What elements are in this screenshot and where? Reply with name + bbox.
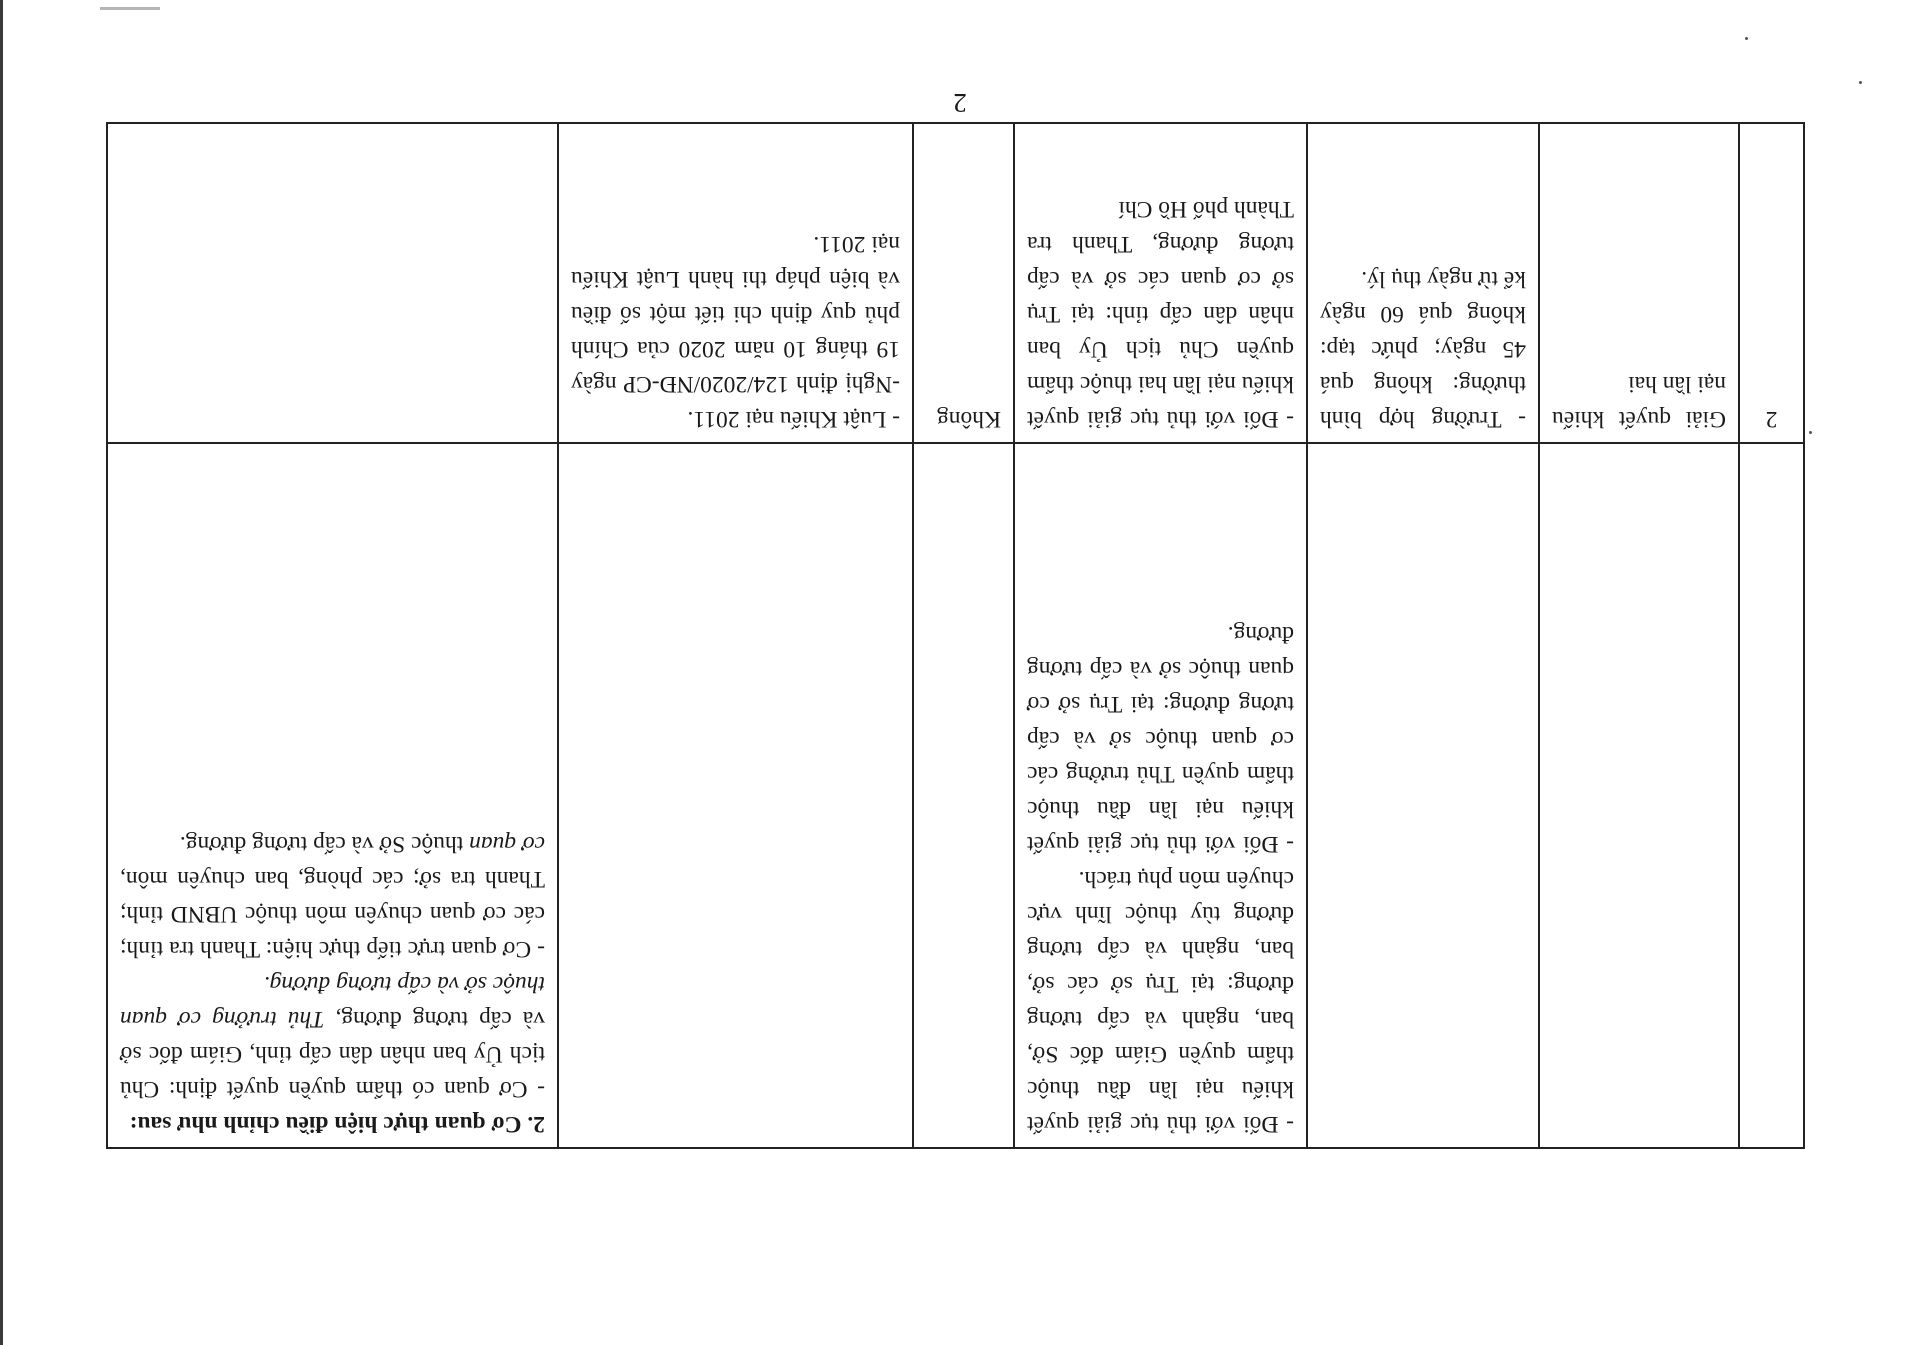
stt-cell: 2 (1739, 123, 1804, 443)
agency-italic-text: Thủ trưởng cơ quan thuộc sở và cấp tương đương. (120, 971, 545, 1032)
page-number: 2 (953, 88, 967, 118)
legal-basis-cell (558, 443, 913, 1148)
scan-speck (1859, 81, 1862, 84)
agency-paragraph (120, 826, 545, 966)
fee-cell: Không (913, 123, 1014, 443)
location-cell: - Đối với thủ tục giải quyết khiếu nại lần đầu thuộc thẩm quyền Giám đốc Sở, ban, ngành và cấp tương đương: tại Trụ sở các sở, ban, ngành và cấp tương đương tùy thuộc lĩnh vực chuyên môn phụ trách. - Đối với thủ tục giải quyết khiếu nại lần đầu thuộc thẩm quyền Thủ trưởng các cơ quan thuộc sở và cấp tương đương: tại Trụ sở cơ quan thuộc sở và cấp tương đương. (1014, 443, 1307, 1148)
implementing-agency-cell (107, 443, 558, 1148)
scan-mark (100, 7, 160, 10)
table-row (107, 443, 1804, 1148)
procedure-cell (1539, 443, 1739, 1148)
stt-cell (1739, 443, 1804, 1148)
procedure-table (106, 122, 1805, 1149)
legal-basis-cell: - Luật Khiếu nại 2011. -Nghị định 124/2020/NĐ-CP ngày 19 tháng 10 năm 2020 của Chính phủ quy định chi tiết một số điều và biện pháp thi hành Luật Khiếu nại 2011. (558, 123, 913, 443)
scan-edge-line (0, 0, 3, 1345)
scan-speck (1745, 37, 1748, 40)
agency-text: - Cơ quan có thẩm quyền quyết định: Chủ tịch Ủy ban nhân dân cấp tỉnh, Giám đốc sở và cấp tương đương, (120, 1006, 545, 1102)
table-row (107, 123, 1804, 443)
agency-italic-text: cơ quan (469, 831, 545, 857)
resolution-time-cell: - Trường hợp bình thường: không quá 45 ngày; phức tạp: không quá 60 ngày kể từ ngày thụ lý. (1307, 123, 1539, 443)
agency-heading: 2. Cơ quan thực hiện điều chỉnh như sau: (129, 1111, 545, 1137)
agency-text: thuộc Sở và cấp tương đương. (179, 831, 470, 857)
location-cell: - Đối với thủ tục giải quyết khiếu nại lần hai thuộc thẩm quyền Chủ tịch Ủy ban nhân dân cấp tỉnh: tại Trụ sở cơ quan các sở và cấp tương đương, Thanh tra Thành phố Hồ Chí (1014, 123, 1307, 443)
implementing-agency-cell (107, 123, 558, 443)
fee-cell (913, 443, 1014, 1148)
resolution-time-cell (1307, 443, 1539, 1148)
scan-speck (1809, 431, 1812, 434)
agency-paragraph (120, 966, 545, 1106)
procedure-cell: Giải quyết khiếu nại lần hai (1539, 123, 1739, 443)
agency-text: - Cơ quan trực tiếp thực hiện: Thanh tra tỉnh; các cơ quan chuyên môn thuộc UBND tỉnh; Thanh tra sở; các phòng, ban chuyên môn, (120, 866, 545, 962)
